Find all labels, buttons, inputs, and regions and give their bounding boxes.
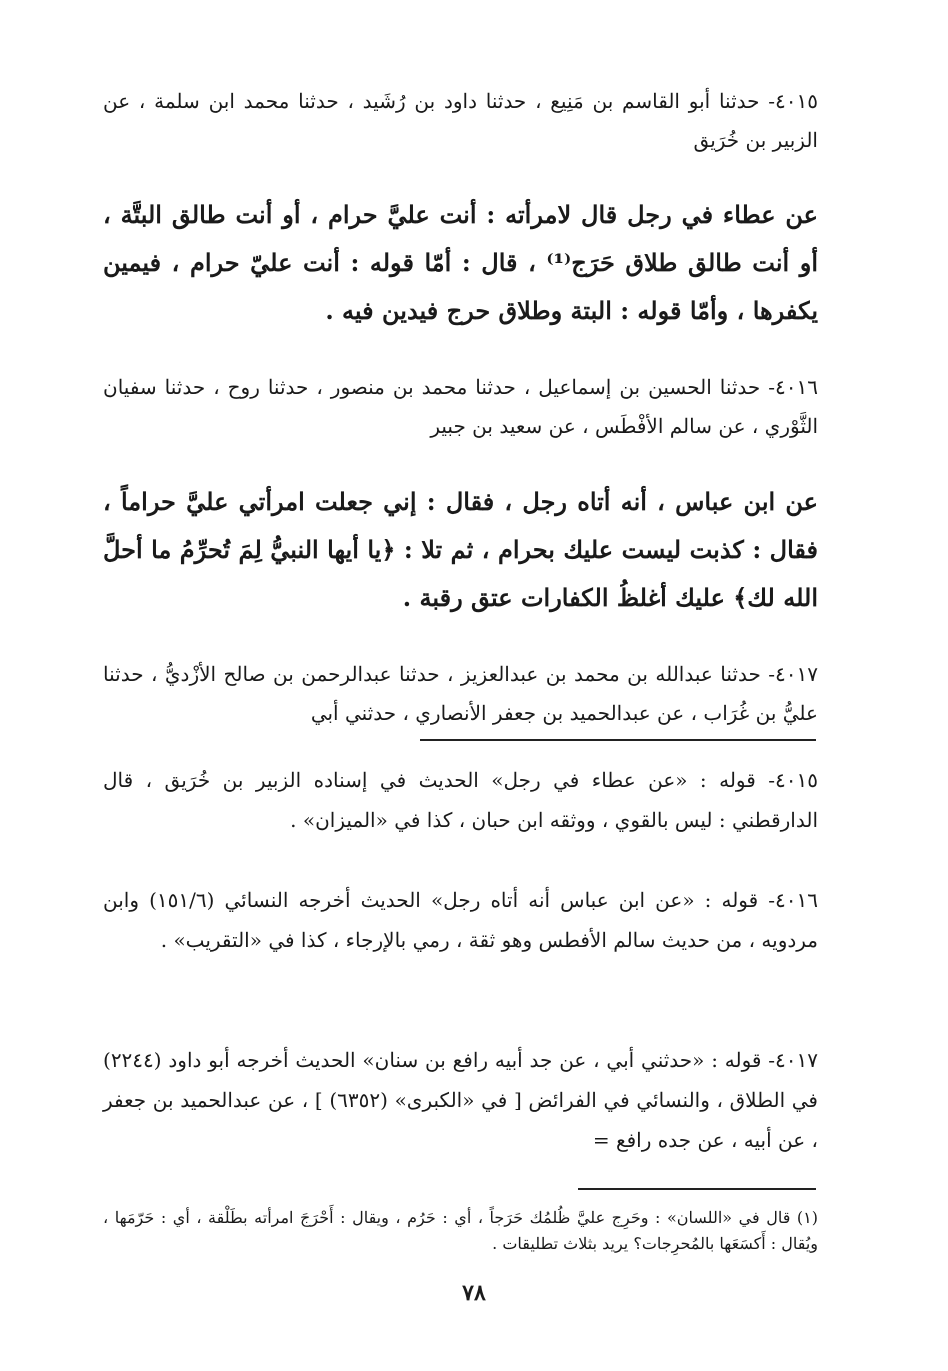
footnote-separator <box>578 1188 816 1190</box>
hadith-4016-matn-text: عن ابن عباس ، أنه أتاه رجل ، فقال : إني جعلت امرأتي عليَّ حراماً ، فقال : كذبت ليست عليك بحرام ، ثم تلا : ﴿يا أيها النبيُّ لِمَ تُحرِّمُ ما أحلَّ الله لك﴾ عليك أغلظُ الكفارات عتق رقبة . <box>103 487 818 612</box>
hadith-4016-matn <box>103 478 818 622</box>
commentary-4017 <box>103 1040 818 1160</box>
hadith-4015-isnad <box>103 82 818 160</box>
hadith-4015-matn-text: عن عطاء في رجل قال لامرأته : أنت عليَّ حرام ، أو أنت طالق البتَّة ، أو أنت طالق طلاق حَرَج⁽¹⁾ ، قال : أمّا قوله : أنت عليّ حرام ، فيمين يكفرها ، وأمّا قوله : البتة وطلاق حرج فيدين فيه . <box>103 200 818 325</box>
hadith-4017-isnad-text: ٤٠١٧- حدثنا عبدالله بن محمد بن عبدالعزيز ، حدثنا عبدالرحمن بن صالح الأزْديُّ ، حدثنا عليُّ بن غُرَاب ، عن عبدالحميد بن جعفر الأنصاري ، حدثني أبي <box>103 662 818 725</box>
footnote <box>103 1205 818 1257</box>
commentary-4017-text: ٤٠١٧- قوله : «حدثني أبي ، عن جد أبيه رافع بن سنان» الحديث أخرجه أبو داود (٢٢٤٤) في الطلاق ، والنسائي في الفرائض [ في «الكبرى» (٦٣٥٢) ] ، عن عبدالحميد بن جعفر ، عن أبيه ، عن جده رافع = <box>103 1048 818 1152</box>
commentary-4016 <box>103 880 818 960</box>
hadith-4017-isnad <box>103 655 818 733</box>
page-number: ٧٨ <box>462 1280 486 1306</box>
footnote-text: (١) قال في «اللسان» : وحَرِج عليَّ ظُلمُك حَرَجاً ، أي : حَرُم ، ويقال : أَحْرَجَ امرأته بطَلْقة ، أي : حَرّمَها ، ويُقال : أَكسَعَها بالمُحرِجات؟ يريد بثلاث تطليقات . <box>103 1208 818 1253</box>
hadith-4015-isnad-text: ٤٠١٥- حدثنا أبو القاسم بن مَنِيع ، حدثنا داود بن رُشَيد ، حدثنا محمد ابن سلمة ، عن الزبير بن خُرَيق <box>103 89 818 152</box>
commentary-4015-text: ٤٠١٥- قوله : «عن عطاء في رجل» الحديث في إسناده الزبير بن خُرَيق ، قال الدارقطني : ليس بالقوي ، ووثقه ابن حبان ، كذا في «الميزان» . <box>103 768 818 832</box>
commentary-4015 <box>103 760 818 840</box>
hadith-4016-isnad <box>103 368 818 446</box>
commentary-4016-text: ٤٠١٦- قوله : «عن ابن عباس أنه أتاه رجل» الحديث أخرجه النسائي (١٥١/٦) وابن مردويه ، من حديث سالم الأفطس وهو ثقة ، رمي بالإرجاء ، كذا في «التقريب» . <box>103 888 819 952</box>
hadith-4016-isnad-text: ٤٠١٦- حدثنا الحسين بن إسماعيل ، حدثنا محمد بن منصور ، حدثنا روح ، حدثنا سفيان الثَّوْري ، عن سالم الأفْطَس ، عن سعيد بن جبير <box>103 375 818 438</box>
hadith-4015-matn <box>103 191 818 335</box>
commentary-separator <box>420 739 816 741</box>
